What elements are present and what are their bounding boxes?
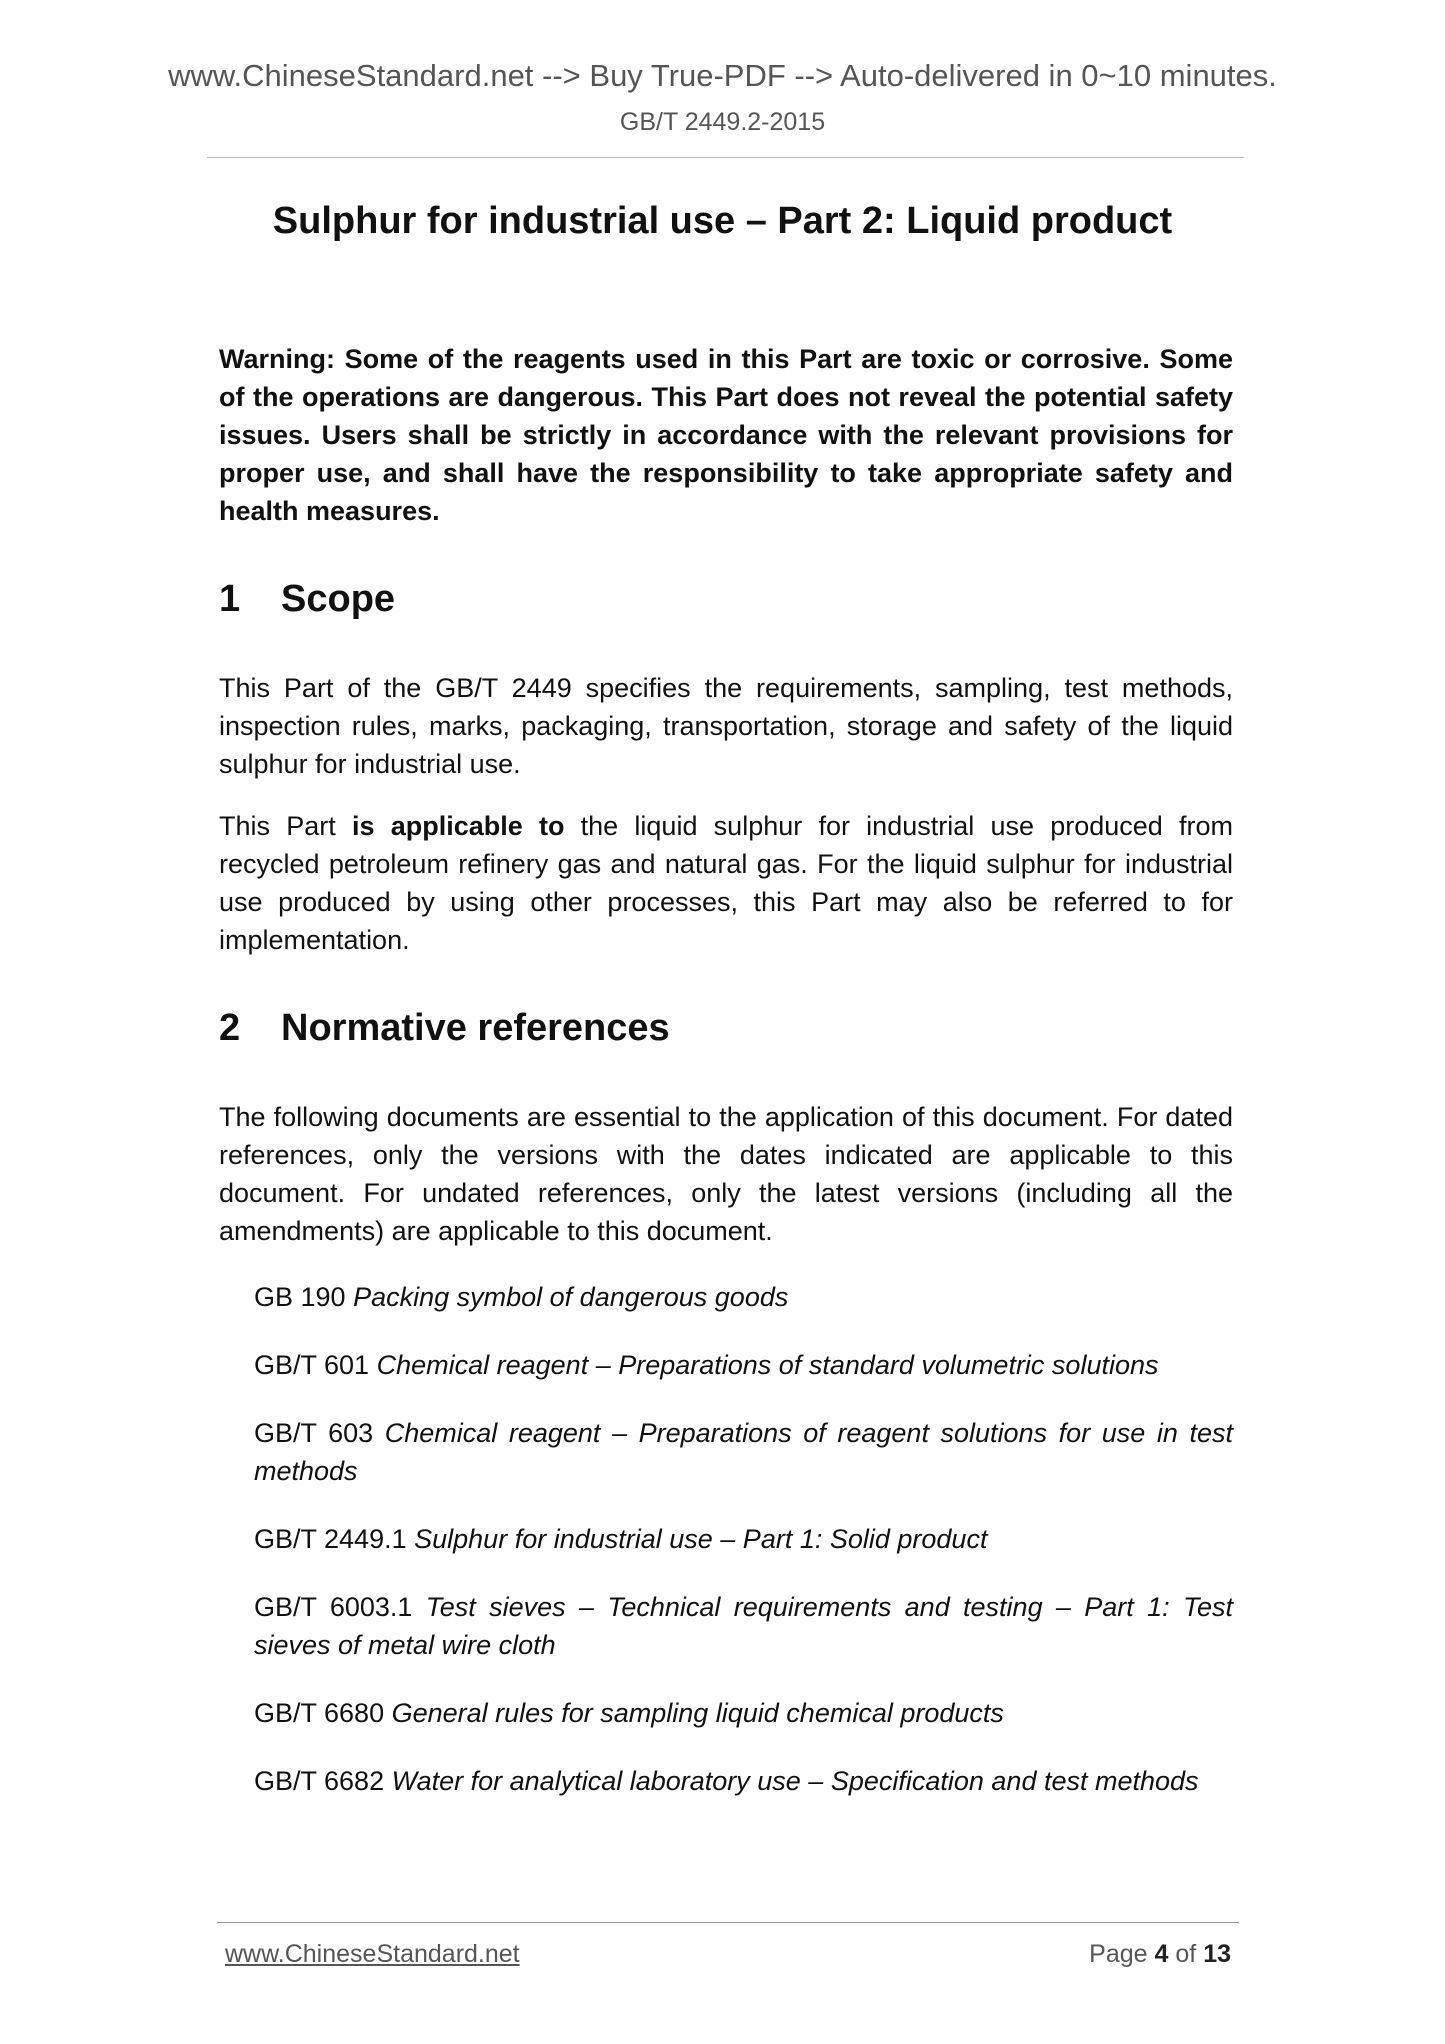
reference-item [254, 1278, 1233, 1316]
footer-divider [217, 1922, 1239, 1923]
reference-code: GB/T 6682 [254, 1766, 385, 1796]
reference-list [219, 1278, 1233, 1800]
scope-paragraph-2-bold: is applicable to [351, 811, 565, 841]
reference-item [254, 1520, 1233, 1558]
reference-title: Sulphur for industrial use – Part 1: Solid product [414, 1524, 988, 1554]
reference-code: GB/T 6680 [254, 1698, 385, 1728]
reference-item [254, 1588, 1233, 1664]
section-1-title: Scope [281, 578, 396, 620]
warning-paragraph: Warning: Some of the reagents used in this Part are toxic or corrosive. Some of the operations are dangerous. This Part does not reveal the potential safety issues. Users shall be strictly in accordance with the relevant provisions for proper use, and shall have the responsibility to take appropriate safety and health measures. [219, 344, 1233, 526]
reference-code: GB/T 601 [254, 1350, 370, 1380]
page-indicator [1089, 1940, 1231, 1969]
header-divider [207, 157, 1244, 158]
header-banner: www.ChineseStandard.net --> Buy True-PDF --> Auto-delivered in 0~10 minutes. [168, 58, 1277, 93]
reference-code: GB/T 2449.1 [254, 1524, 407, 1554]
reference-title: Chemical reagent – Preparations of reagent solutions for use in test methods [254, 1418, 1233, 1486]
section-2-heading [219, 1007, 1233, 1050]
document-body [219, 340, 1233, 1830]
section-1-heading [219, 578, 1233, 621]
normative-intro-paragraph: The following documents are essential to the application of this document. For dated references, only the versions with the dates indicated are applicable to this document. For undated references, only the latest versions (including all the amendments) are applicable to this document. [219, 1102, 1233, 1246]
scope-paragraph-1: This Part of the GB/T 2449 specifies the requirements, sampling, test methods, inspection rules, marks, packaging, transportation, storage and safety of the liquid sulphur for industrial use. [219, 673, 1233, 779]
section-2-title: Normative references [281, 1007, 670, 1049]
section-2-number: 2 [219, 1007, 241, 1049]
page-of: of [1175, 1940, 1197, 1968]
reference-title: Packing symbol of dangerous goods [353, 1282, 789, 1312]
scope-paragraph-2 [219, 807, 1233, 959]
document-title: Sulphur for industrial use – Part 2: Liquid product [272, 200, 1173, 242]
reference-title: Test sieves – Technical requirements and testing – Part 1: Test sieves of metal wire cloth [254, 1592, 1233, 1660]
reference-code: GB/T 603 [254, 1418, 374, 1448]
reference-code: GB/T 6003.1 [254, 1592, 413, 1622]
section-1-number: 1 [219, 578, 241, 620]
reference-item [254, 1762, 1233, 1800]
header-doc-id: GB/T 2449.2-2015 [619, 108, 826, 136]
footer-website-link[interactable]: www.ChineseStandard.net [225, 1940, 520, 1968]
reference-code: GB 190 [254, 1282, 346, 1312]
reference-item [254, 1346, 1233, 1384]
reference-title: Chemical reagent – Preparations of standard volumetric solutions [376, 1350, 1159, 1380]
reference-item [254, 1414, 1233, 1490]
reference-title: General rules for sampling liquid chemical products [391, 1698, 1004, 1728]
page-total: 13 [1203, 1940, 1231, 1968]
scope-paragraph-2-prefix: This Part [219, 811, 352, 841]
page-current: 4 [1154, 1940, 1169, 1968]
page-label: Page [1089, 1940, 1148, 1968]
scope-paragraph-2-suffix: the liquid sulphur for industrial use produced from recycled petroleum refinery gas and natural gas. For the liquid sulphur for industrial use produced by using other processes, this Part may also be referred to for implementation. [219, 811, 1233, 955]
reference-title: Water for analytical laboratory use – Specification and test methods [391, 1766, 1199, 1796]
reference-item [254, 1694, 1233, 1732]
